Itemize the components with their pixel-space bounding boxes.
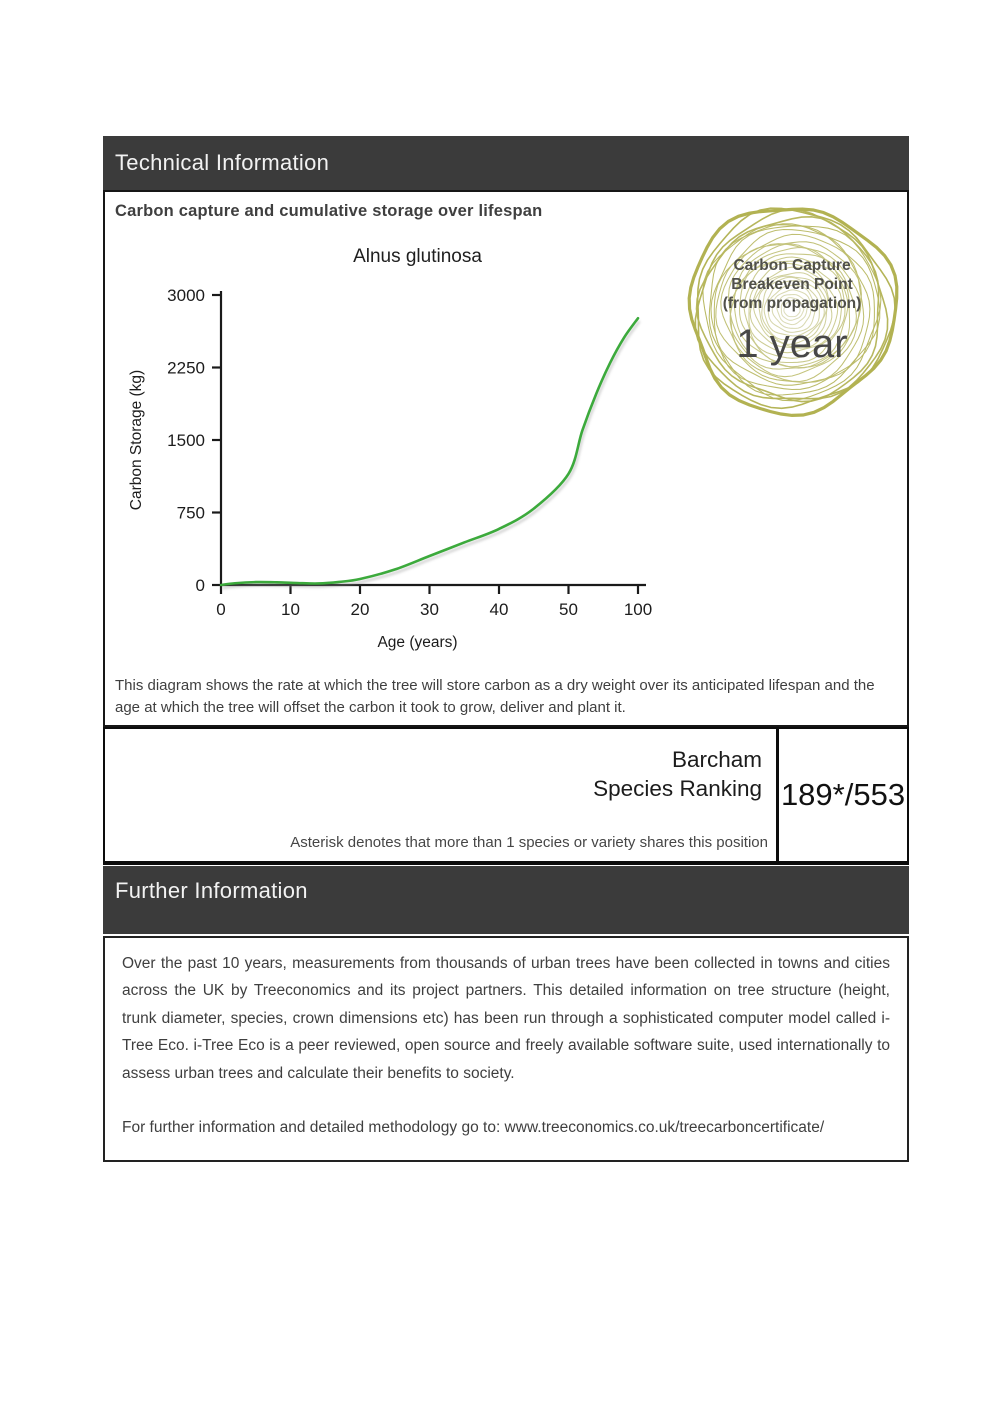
svg-text:50: 50 <box>559 600 578 619</box>
further-information-panel <box>103 936 909 1162</box>
ranking-asterisk-note: Asterisk denotes that more than 1 species or variety shares this position <box>290 834 768 851</box>
chart-caption: This diagram shows the rate at which the tree will store carbon as a dry weight over its anticipated lifespan and the age at which the tree will offset the carbon it took to grow, deliver and plant it. <box>115 676 875 716</box>
svg-text:2250: 2250 <box>167 358 205 378</box>
svg-text:30: 30 <box>420 600 439 619</box>
chart-subtitle: Carbon capture and cumulative storage over lifespan <box>115 202 543 220</box>
chart-panel <box>103 190 909 727</box>
svg-text:0: 0 <box>216 600 226 619</box>
breakeven-badge <box>681 198 903 420</box>
svg-text:20: 20 <box>350 600 370 619</box>
ranking-label-line-1: Barcham <box>671 747 762 772</box>
svg-text:750: 750 <box>176 503 205 523</box>
badge-line-2: Breakeven Point <box>731 276 853 293</box>
svg-text:10: 10 <box>281 600 300 619</box>
badge-breakeven-value: 1 year <box>736 322 848 366</box>
further-information-header <box>103 866 909 934</box>
svg-text:40: 40 <box>489 600 509 619</box>
svg-text:Alnus glutinosa: Alnus glutinosa <box>353 246 482 267</box>
svg-text:1500: 1500 <box>167 431 205 450</box>
svg-text:0: 0 <box>195 576 205 595</box>
further-information-paragraph: Over the past 10 years, measurements from thousands of urban trees have been collected in towns and cities across the UK by Treeconomics and its project partners. This detailed information on tree structure (height, trunk diameter, species, crown dimensions etc) has been run through a sophisticated computer model called i-Tree Eco. i-Tree Eco is a peer reviewed, open source and freely available software suite, used internationally to assess urban trees and calculate their benefits to society. <box>122 955 890 1082</box>
carbon-storage-line-chart <box>111 232 691 662</box>
methodology-url-line: For further information and detailed methodology go to: www.treeconomics.co.uk/treecarboncertificate/ <box>122 1119 825 1137</box>
svg-text:Carbon Storage (kg): Carbon Storage (kg) <box>128 369 145 511</box>
svg-text:Age (years): Age (years) <box>377 634 458 651</box>
species-ranking-box <box>103 727 909 865</box>
further-information-title: Further Information <box>115 878 308 903</box>
badge-line-1: Carbon Capture <box>733 257 851 274</box>
ranking-value-cell <box>776 729 907 861</box>
ranking-label-line-2: Species Ranking <box>593 776 762 801</box>
ranking-label-cell <box>105 729 776 861</box>
technical-information-title: Technical Information <box>115 150 330 175</box>
svg-text:100: 100 <box>623 600 653 619</box>
svg-text:3000: 3000 <box>167 286 205 305</box>
ranking-label <box>593 745 762 803</box>
technical-information-header <box>103 136 909 190</box>
breakeven-badge-text <box>681 256 903 367</box>
badge-line-3: (from propagation) <box>722 295 862 312</box>
ranking-value: 189*/553 <box>780 777 906 812</box>
